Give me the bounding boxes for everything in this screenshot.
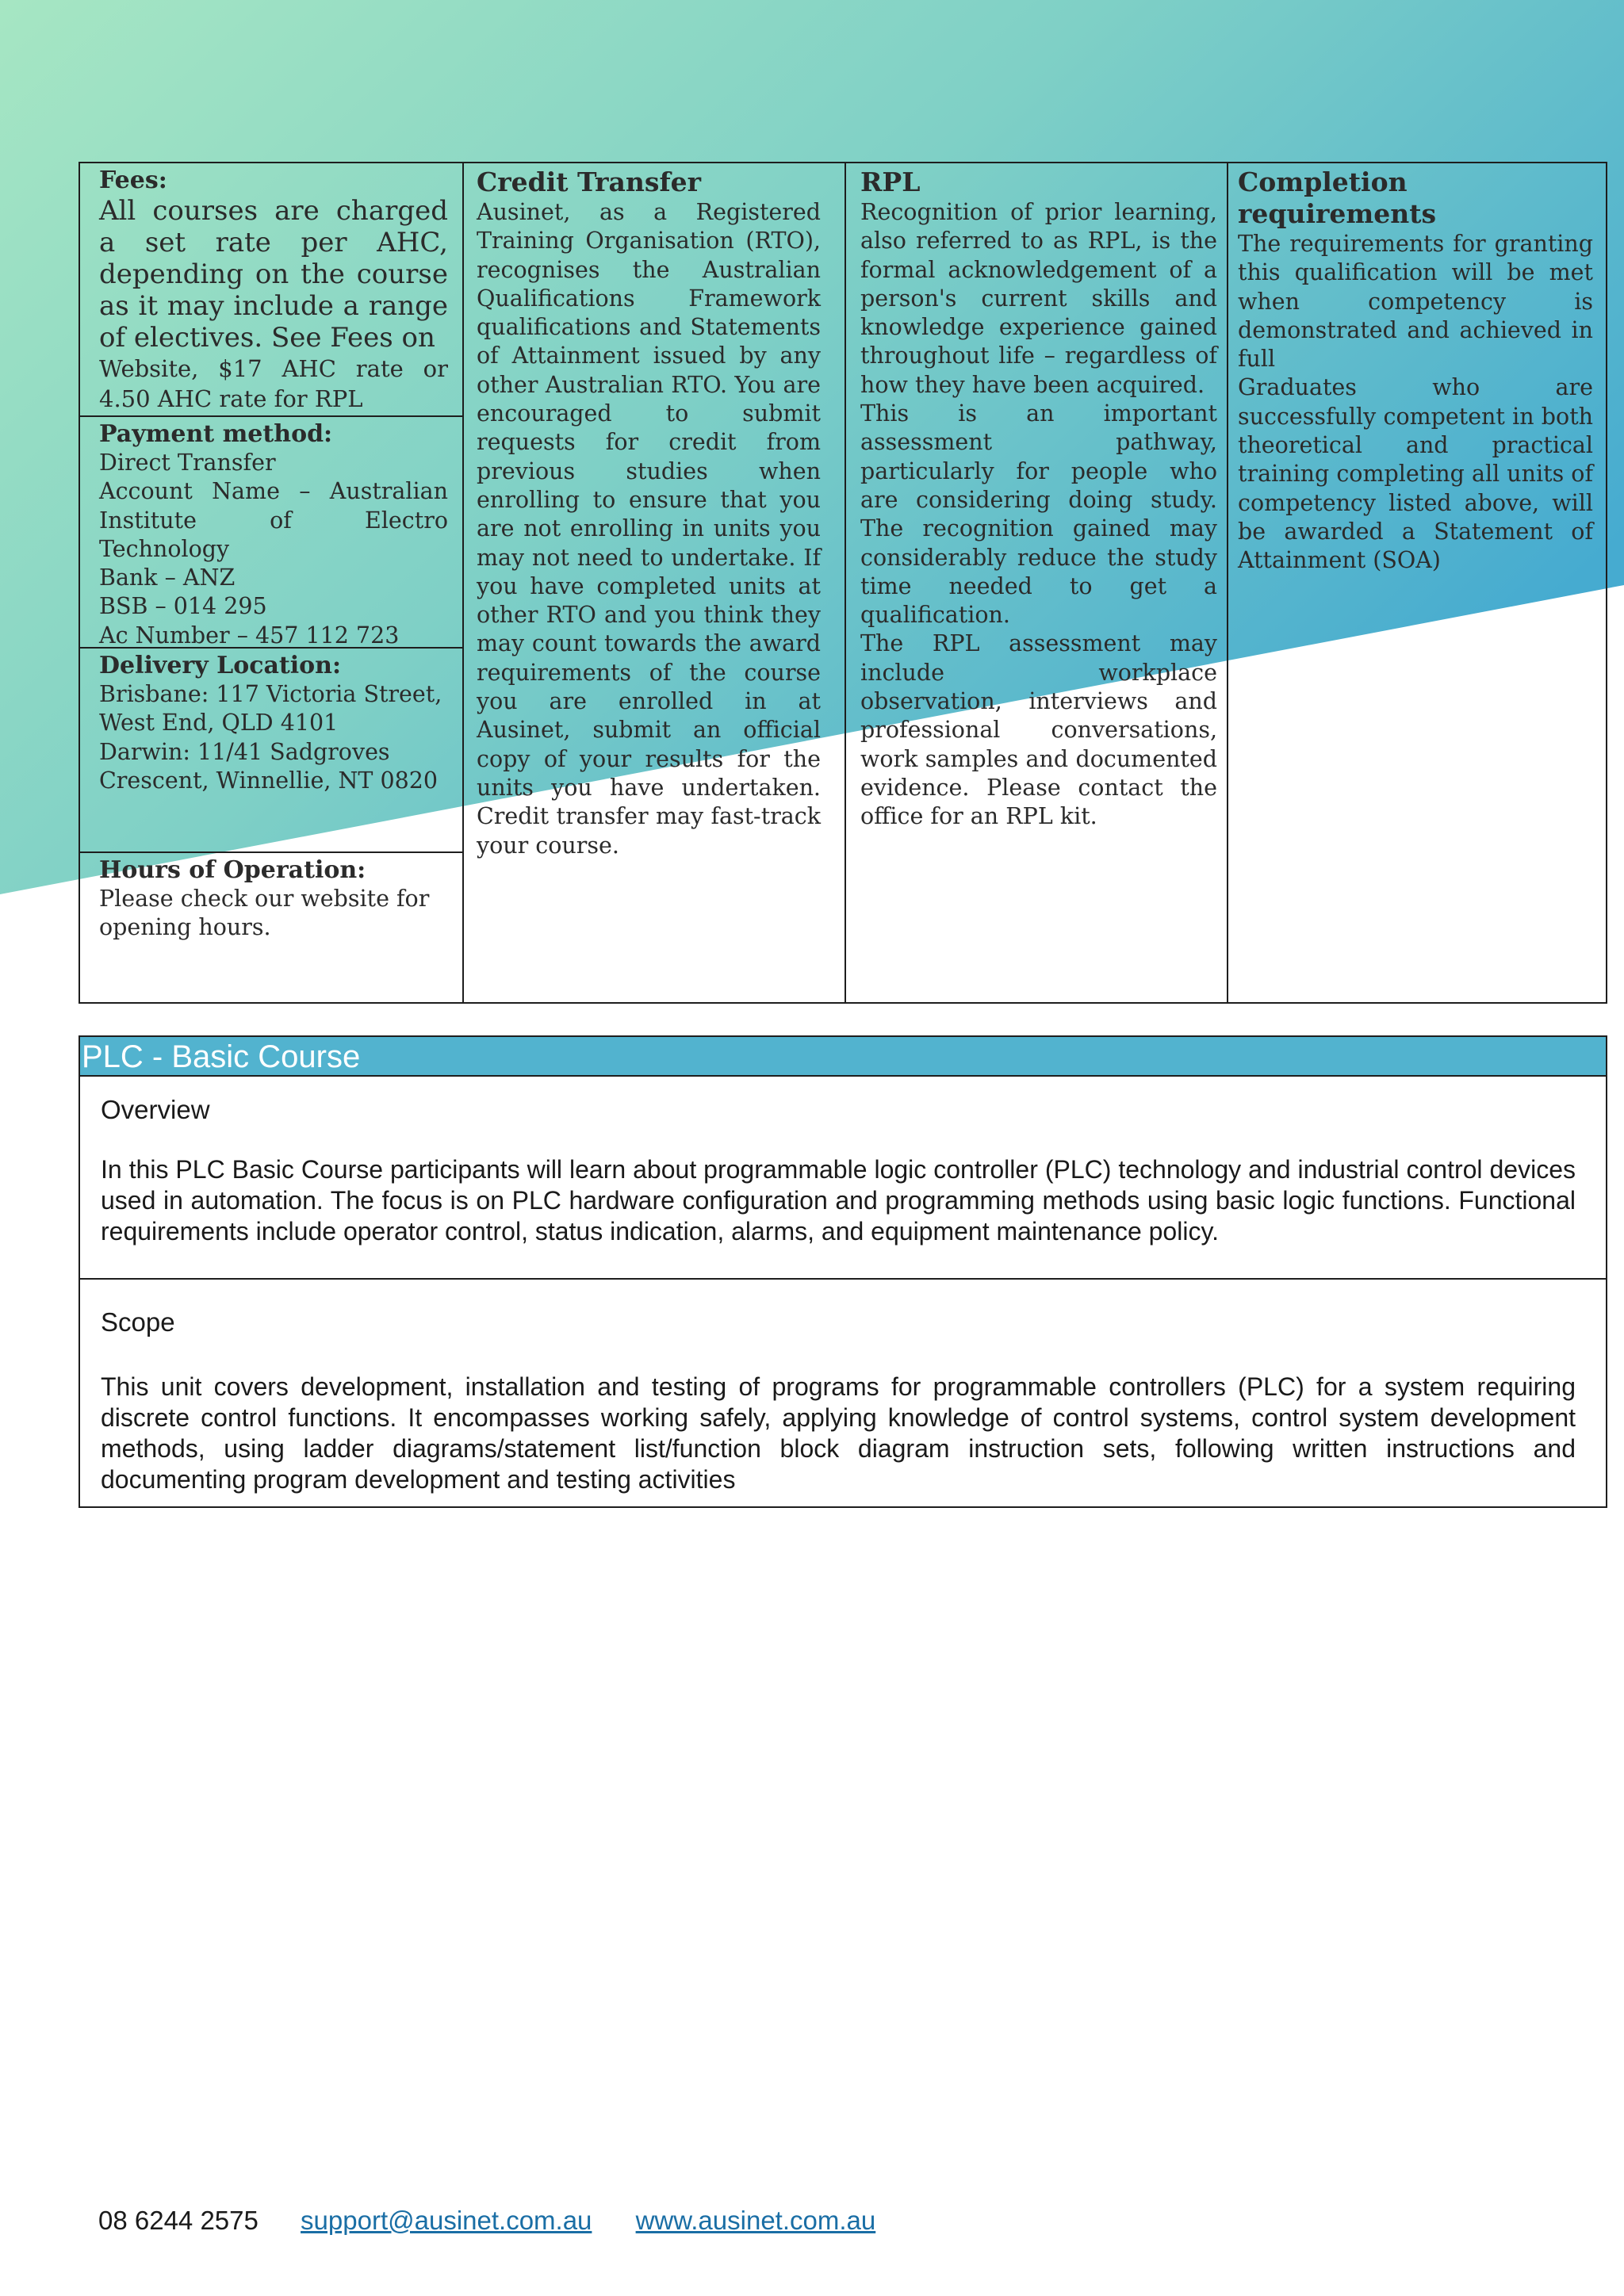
completion-heading: Completion requirements [1238,166,1437,229]
course-description-box [79,1035,1607,1508]
scope-title: Scope [101,1307,175,1337]
fees-rate-text: Website, $17 AHC rate or 4.50 AHC rate for RPL [99,355,448,412]
payment-line: Bank – ANZ [99,564,236,591]
course-title: PLC - Basic Course [80,1037,1606,1077]
hours-cell [80,851,462,1001]
fees-label: Fees: [99,166,167,194]
credit-transfer-text: Ausinet, as a Registered Training Organisation (RTO), recognises the Australian Qualifications Framework qualifications and Statements of Attainment issued by any other Australian RTO. You are encouraged to submit requests for credit from previous studies when enrolling to ensure that you are not enrolling in units you may not need to undertake. If you have completed units at other RTO and you think they may count towards the award requirements of the course you are enrolled in at Ausinet, submit an official copy of your results for the units you have undertaken. Credit transfer may fast-track your course. [477,199,821,859]
footer-phone: 08 6244 2575 [98,2206,259,2235]
footer-website-link[interactable]: www.ausinet.com.au [635,2206,876,2235]
fees-cell [80,163,462,415]
delivery-line: Brisbane: 117 Victoria Street, West End, QLD 4101 [99,681,442,737]
completion-paragraph: Graduates who are successfully competent in both theoretical and practical training completing all units of competency listed above, will be awarded a Statement of Attainment (SOA) [1238,374,1593,574]
overview-title: Overview [101,1095,210,1124]
hours-text: Please check our website for opening hours. [99,886,430,941]
delivery-line: Darwin: 11/41 Sadgroves Crescent, Winnellie, NT 0820 [99,738,439,794]
payment-cell [80,415,462,647]
rpl-paragraph: This is an important assessment pathway, particularly for people who are considering doing study. The recognition gained may considerably reduce the study time needed to get a qualification. [860,400,1217,629]
overview-section [80,1077,1606,1280]
footer-contact [98,2202,875,2240]
payment-line: Ac Number – 457 112 723 [99,622,400,649]
hours-label: Hours of Operation: [99,856,366,884]
scope-section [80,1280,1606,1495]
course-info-table [79,162,1607,1004]
completion-paragraph: The requirements for granting this qualification will be met when competency is demonstrated and achieved in full [1238,231,1593,373]
credit-transfer-heading: Credit Transfer [477,166,702,197]
payment-line: BSB – 014 295 [99,593,267,620]
overview-text: In this PLC Basic Course participants will learn about programmable logic controller (PLC) technology and industrial control devices used in automation. The focus is on PLC hardware configuration and programming methods using basic logic functions. Functional requirements include operator control, status indication, alarms, and equipment maintenance policy. [101,1155,1576,1246]
rpl-paragraph: The RPL assessment may include workplace observation, interviews and professional conversations, work samples and documented evidence. Please contact the office for an RPL kit. [860,630,1217,830]
delivery-cell [80,647,462,851]
credit-transfer-column [462,163,845,1002]
payment-line: Account Name – Australian Institute of Electro Technology [99,478,448,562]
fees-text: All courses are charged a set rate per AHC, depending on the course as it may include a range of electives. See Fees on [99,195,448,354]
payment-line: Direct Transfer [99,450,276,476]
info-column-general [80,163,462,1002]
footer-email-link[interactable]: support@ausinet.com.au [301,2206,592,2235]
scope-text: This unit covers development, installation and testing of programs for programmable controllers (PLC) for a system requiring discrete control functions. It encompasses working safely, applying knowledge of control systems, control system development methods, using ladder diagrams/statement list/function block diagram instruction sets, following written instructions and documenting program development and testing activities [101,1372,1576,1494]
rpl-column [845,163,1227,1002]
payment-label: Payment method: [99,420,333,448]
completion-column [1227,163,1606,1002]
rpl-paragraph: Recognition of prior learning, also referred to as RPL, is the formal acknowledgement of a person's current skills and knowledge experience gained throughout life – regardless of how they have been acquired. [860,199,1217,398]
rpl-heading: RPL [860,166,921,197]
delivery-label: Delivery Location: [99,652,342,679]
